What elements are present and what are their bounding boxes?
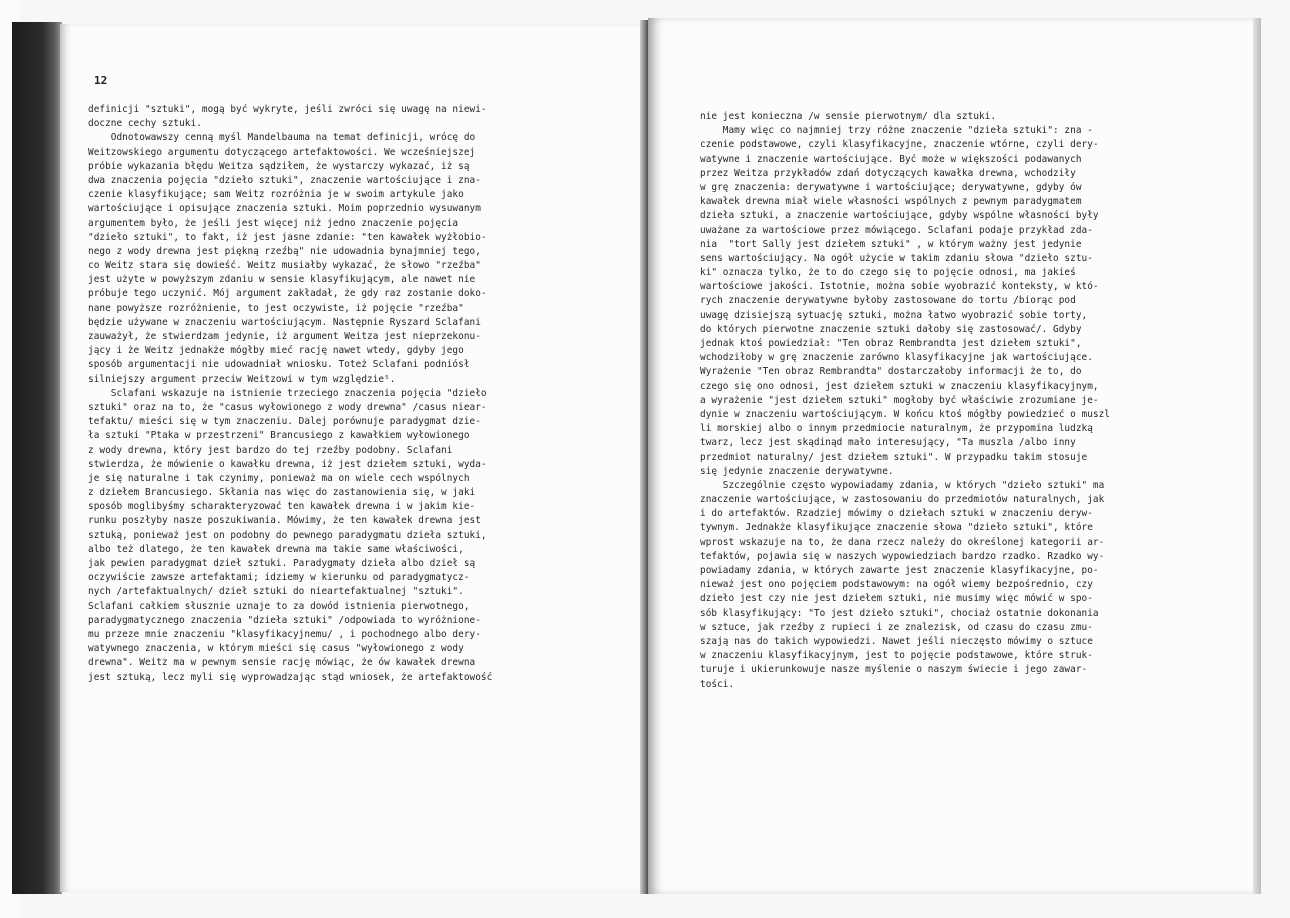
text-line: a wyrażenie "jest dziełem sztuki" mogłoby być właściwie zrozumiane je-	[700, 394, 1099, 406]
text-line: w znaczeniu klasyfikacyjnym, jest to pojęcie podstawowe, które struk-	[700, 650, 1093, 662]
text-line: nieważ jest ono pojęciem podstawowym: na ogół wiemy bezpośrednio, czy	[700, 579, 1093, 591]
text-line: jak pewien paradygmat dzieł sztuki. Paradygmaty dzieła albo dzieł są	[88, 558, 476, 569]
text-line: czego się ono odnosi, jest dziełem sztuki w znaczeniu klasyfikacyjnym,	[700, 380, 1099, 392]
text-line: uwagę dzisiejszą sytuację sztuki, można łatwo wyobrazić sobie torty,	[700, 309, 1088, 321]
text-line: ki" oznacza tylko, że to do czego się to pojęcie odnosi, ma jakieś	[700, 267, 1076, 279]
text-line: wchodziłoby w grę znaczenie zarówno klasyfikacyjne jak wartościujące.	[700, 352, 1093, 364]
page-number: 12	[94, 74, 108, 87]
text-line: ła sztuki "Ptaka w przestrzeni" Brancusiego z kawałkiem wyłowionego	[88, 430, 470, 442]
text-line: paradygmatycznego znaczenia "dzieła sztuki" /odpowiada to wyróżnione-	[88, 614, 481, 626]
text-line: próbuje tego uczynić. Mój argument zakładał, że gdy raz zostanie doko-	[88, 288, 487, 300]
text-line: silniejszy argument przeciw Weitzowi w tym względzie⁵.	[88, 373, 396, 385]
text-line: argumentem było, że jeśli jest więcej niż jedno znaczenie pojęcia	[88, 217, 459, 229]
text-line: twarz, lecz jest skądinąd mało interesujący, "Ta muszla /albo inny	[700, 437, 1076, 449]
text-line: watywne i znaczenie wartościujące. Być może w większości podawanych	[700, 153, 1082, 165]
text-line: jest użyte w powyższym zdaniu w sensie klasyfikującym, ale nawet nie	[88, 274, 476, 286]
text-line: co Weitz stara się dowieść. Weitz musiałby wykazać, że słowo "rzeźba"	[88, 260, 481, 272]
text-line: próbie wykazania błędu Weitza sądziłem, że wystarczy wykazać, iż są	[88, 160, 470, 172]
text-line: Sclafani całkiem słusznie uznaje to za dowód istnienia pierwotnego,	[88, 600, 470, 612]
text-line: sztuką, ponieważ jest on podobny do pewnego paradygmatu dzieła sztuki,	[88, 529, 487, 541]
text-line: definicji "sztuki", mogą być wykryte, jeśli zwróci się uwagę na niewi-	[88, 104, 487, 115]
book-binding-shadow	[12, 22, 62, 894]
text-line: znaczenie wartościujące, w zastosowaniu do przedmiotów naturalnych, jak	[700, 494, 1105, 506]
text-line: wprost wskazuje na to, że dana rzecz należy do określonej kategorii ar-	[700, 536, 1105, 548]
text-line: i do artefaktów. Rzadziej mówimy o dziełach sztuki w znaczeniu deryw-	[700, 508, 1093, 520]
text-line: Odnotowawszy cenną myśl Mandelbauma na temat definicji, wrócę do	[88, 132, 476, 144]
text-line: sens wartościujący. Na ogół użycie w takim zdaniu słowa "dzieło sztu-	[700, 252, 1093, 264]
text-line: jednak ktoś powiedział: "Ten obraz Rembrandta jest dziełem sztuki",	[700, 338, 1082, 349]
text-line: kawałek drewna miał wiele własności wspólnych z pewnym paradygmatem	[700, 196, 1082, 208]
text-line: li morskiej albo o innym przedmiocie naturalnym, że przypomina ludzką	[700, 423, 1093, 435]
text-line: dynie w znaczeniu wartościującym. W końcu ktoś mógłby powiedzieć o muszl	[700, 408, 1110, 420]
text-line: je się naturalne i tak czynimy, ponieważ ma on wiele cech wspólnych	[88, 472, 470, 484]
text-line: drewna". Weitz ma w pewnym sensie rację mówiąc, że ów kawałek drewna	[88, 657, 476, 669]
text-line: sposób argumentacji nie udowadniał wniosku. Toteż Sclafani podniósł	[88, 359, 470, 371]
text-line: się jedynie znaczenie derywatywne.	[700, 465, 894, 477]
text-line: Wyrażenie "Ten obraz Rembrandta" dostarczałoby informacji że to, do	[700, 366, 1082, 378]
text-line: nia "tort Sally jest dziełem sztuki" , w którym ważny jest jedynie	[700, 238, 1082, 250]
text-line: stwierdza, że mówienie o kawałku drewna, iż jest dziełem sztuki, wyda-	[88, 458, 487, 470]
text-line: jest sztuką, lecz myli się wyprowadzając stąd wniosek, że artefaktowość	[88, 671, 493, 683]
right-page-text	[700, 110, 1110, 692]
text-line: Szczególnie często wypowiadamy zdania, w których "dzieło sztuki" ma	[700, 479, 1105, 491]
text-line: przez Weitza przykładów zdań dotyczących kawałka drewna, wchodziły	[700, 167, 1076, 179]
text-line: szają nas do takich wypowiedzi. Nawet jeśli nieczęsto mówimy o sztuce	[700, 635, 1093, 647]
text-line: sposób moglibyśmy scharakteryzować ten kawałek drewna i w jakim kie-	[88, 501, 476, 513]
text-line: będzie używane w znaczeniu wartościującym. Następnie Ryszard Sclafani	[88, 316, 481, 328]
text-line: nane powyższe rozróżnienie, to jest oczywiste, iż pojęcie "rzeźba"	[88, 302, 464, 314]
text-line: Sclafani wskazuje na istnienie trzeciego znaczenia pojęcia "dzieło	[88, 387, 487, 399]
text-line: czenie podstawowe, czyli klasyfikacyjne, znaczenie wtórne, czyli dery-	[700, 139, 1099, 151]
text-line: uważane za wartościowe przez mówiącego. Sclafani podaje przykład zda-	[700, 224, 1093, 236]
text-line: nego z wody drewna jest piękną rzeźbą" nie udowadnia bynajmniej tego,	[88, 245, 481, 257]
text-line: zauważył, że stwierdzam jedynie, iż argument Weitza jest nieprzekonu-	[88, 331, 481, 342]
text-line: Mamy więc co najmniej trzy różne znaczenie "dzieła sztuki": zna -	[700, 125, 1093, 137]
text-line: z wody drewna, który jest bardzo do tej rzeźby podobny. Sclafani	[88, 444, 453, 456]
text-line: "dzieło sztuki", to fakt, iż jest jasne zdanie: "ten kawałek wyżłobio-	[88, 231, 487, 243]
text-line: tywnym. Jednakże klasyfikujące znaczenie słowa "dzieło sztuki", które	[700, 522, 1093, 534]
text-line: watywnego znaczenia, w którym mieści się casus "wyłowionego z wody	[88, 643, 464, 655]
text-line: mu przeze mnie znaczeniu "klasyfikacyjnemu/ , i pochodnego albo dery-	[88, 628, 481, 640]
text-line: albo też dlatego, że ten kawałek drewna ma takie same właściwości,	[88, 543, 464, 555]
text-line: w grę znaczenia: derywatywne i wartościujące; derywatywne, gdyby ów	[700, 181, 1082, 193]
text-line: z dziełem Brancusiego. Skłania nas więc do zastanowienia się, w jaki	[88, 487, 476, 499]
text-line: oczywiście zawsze artefaktami; idziemy w kierunku od paradygmatycz-	[88, 572, 470, 584]
text-line: nych /artefaktualnych/ dzieł sztuki do nieartefaktualnej "sztuki".	[88, 586, 464, 598]
text-line: wartościujące i opisujące znaczenia sztuki. Moim poprzednio wysuwanym	[88, 203, 481, 215]
text-line: przedmiot naturalny/ jest dziełem sztuki". W przypadku takim stosuje	[700, 451, 1088, 463]
text-line: turuje i ukierunkowuje nasze myślenie o naszym świecie i jego zawar-	[700, 664, 1088, 676]
text-line: rych znaczenie derywatywne byłoby zastosowane do tortu /biorąc pod	[700, 295, 1076, 307]
text-line: w sztuce, jak rzeźby z rupieci i ze znalezisk, od czasu do czasu zmu-	[700, 621, 1093, 633]
text-line: jący i że Weitz jednakże mógłby mieć rację nawet wtedy, gdyby jego	[88, 345, 464, 357]
text-line: tefaktów, pojawia się w naszych wypowiedziach bardzo rzadko. Rzadko wy-	[700, 550, 1105, 562]
text-line: sób klasyfikujący: "To jest dzieło sztuki", chociaż ostatnie dokonania	[700, 607, 1099, 619]
text-line: sztuki" oraz na to, że "casus wyłowionego z wody drewna" /casus niear-	[88, 401, 487, 413]
left-page-text	[88, 103, 492, 685]
page-edge	[1253, 18, 1261, 894]
text-line: dzieło jest czy nie jest dziełem sztuki, nie musimy więc mówić w spo-	[700, 593, 1093, 605]
text-line: runku poszłyby nasze poszukiwania. Mówimy, że ten kawałek drewna jest	[88, 515, 481, 527]
text-line: czenie klasyfikujące; sam Weitz rozróżnia je w swoim artykule jako	[88, 189, 464, 201]
text-line: do których pierwotne znaczenie sztuki dałoby się zastosować/. Gdyby	[700, 323, 1082, 335]
text-line: dzieła sztuki, a znaczenie wartościujące, gdyby wspólne własności były	[700, 210, 1099, 222]
right-page	[648, 18, 1253, 894]
text-line: nie jest konieczna /w sensie pierwotnym/ dla sztuki.	[700, 111, 997, 122]
text-line: tości.	[700, 678, 735, 690]
text-line: wartościowe jakości. Istotnie, można sobie wyobrazić konteksty, w któ-	[700, 281, 1099, 293]
text-line: tefaktu/ mieści się w tym znaczeniu. Dalej porównuje paradygmat dzie-	[88, 416, 481, 428]
left-page	[60, 24, 644, 892]
text-line: doczne cechy sztuki.	[88, 118, 202, 130]
text-line: Weitzowskiego argumentu dotyczącego artefaktowości. We wcześniejszej	[88, 146, 476, 158]
text-line: powiadamy zdania, w których zawarte jest znaczenie klasyfikacyjne, po-	[700, 565, 1099, 576]
text-line: dwa znaczenia pojęcia "dzieło sztuki", znaczenie wartościujące i zna-	[88, 174, 481, 186]
